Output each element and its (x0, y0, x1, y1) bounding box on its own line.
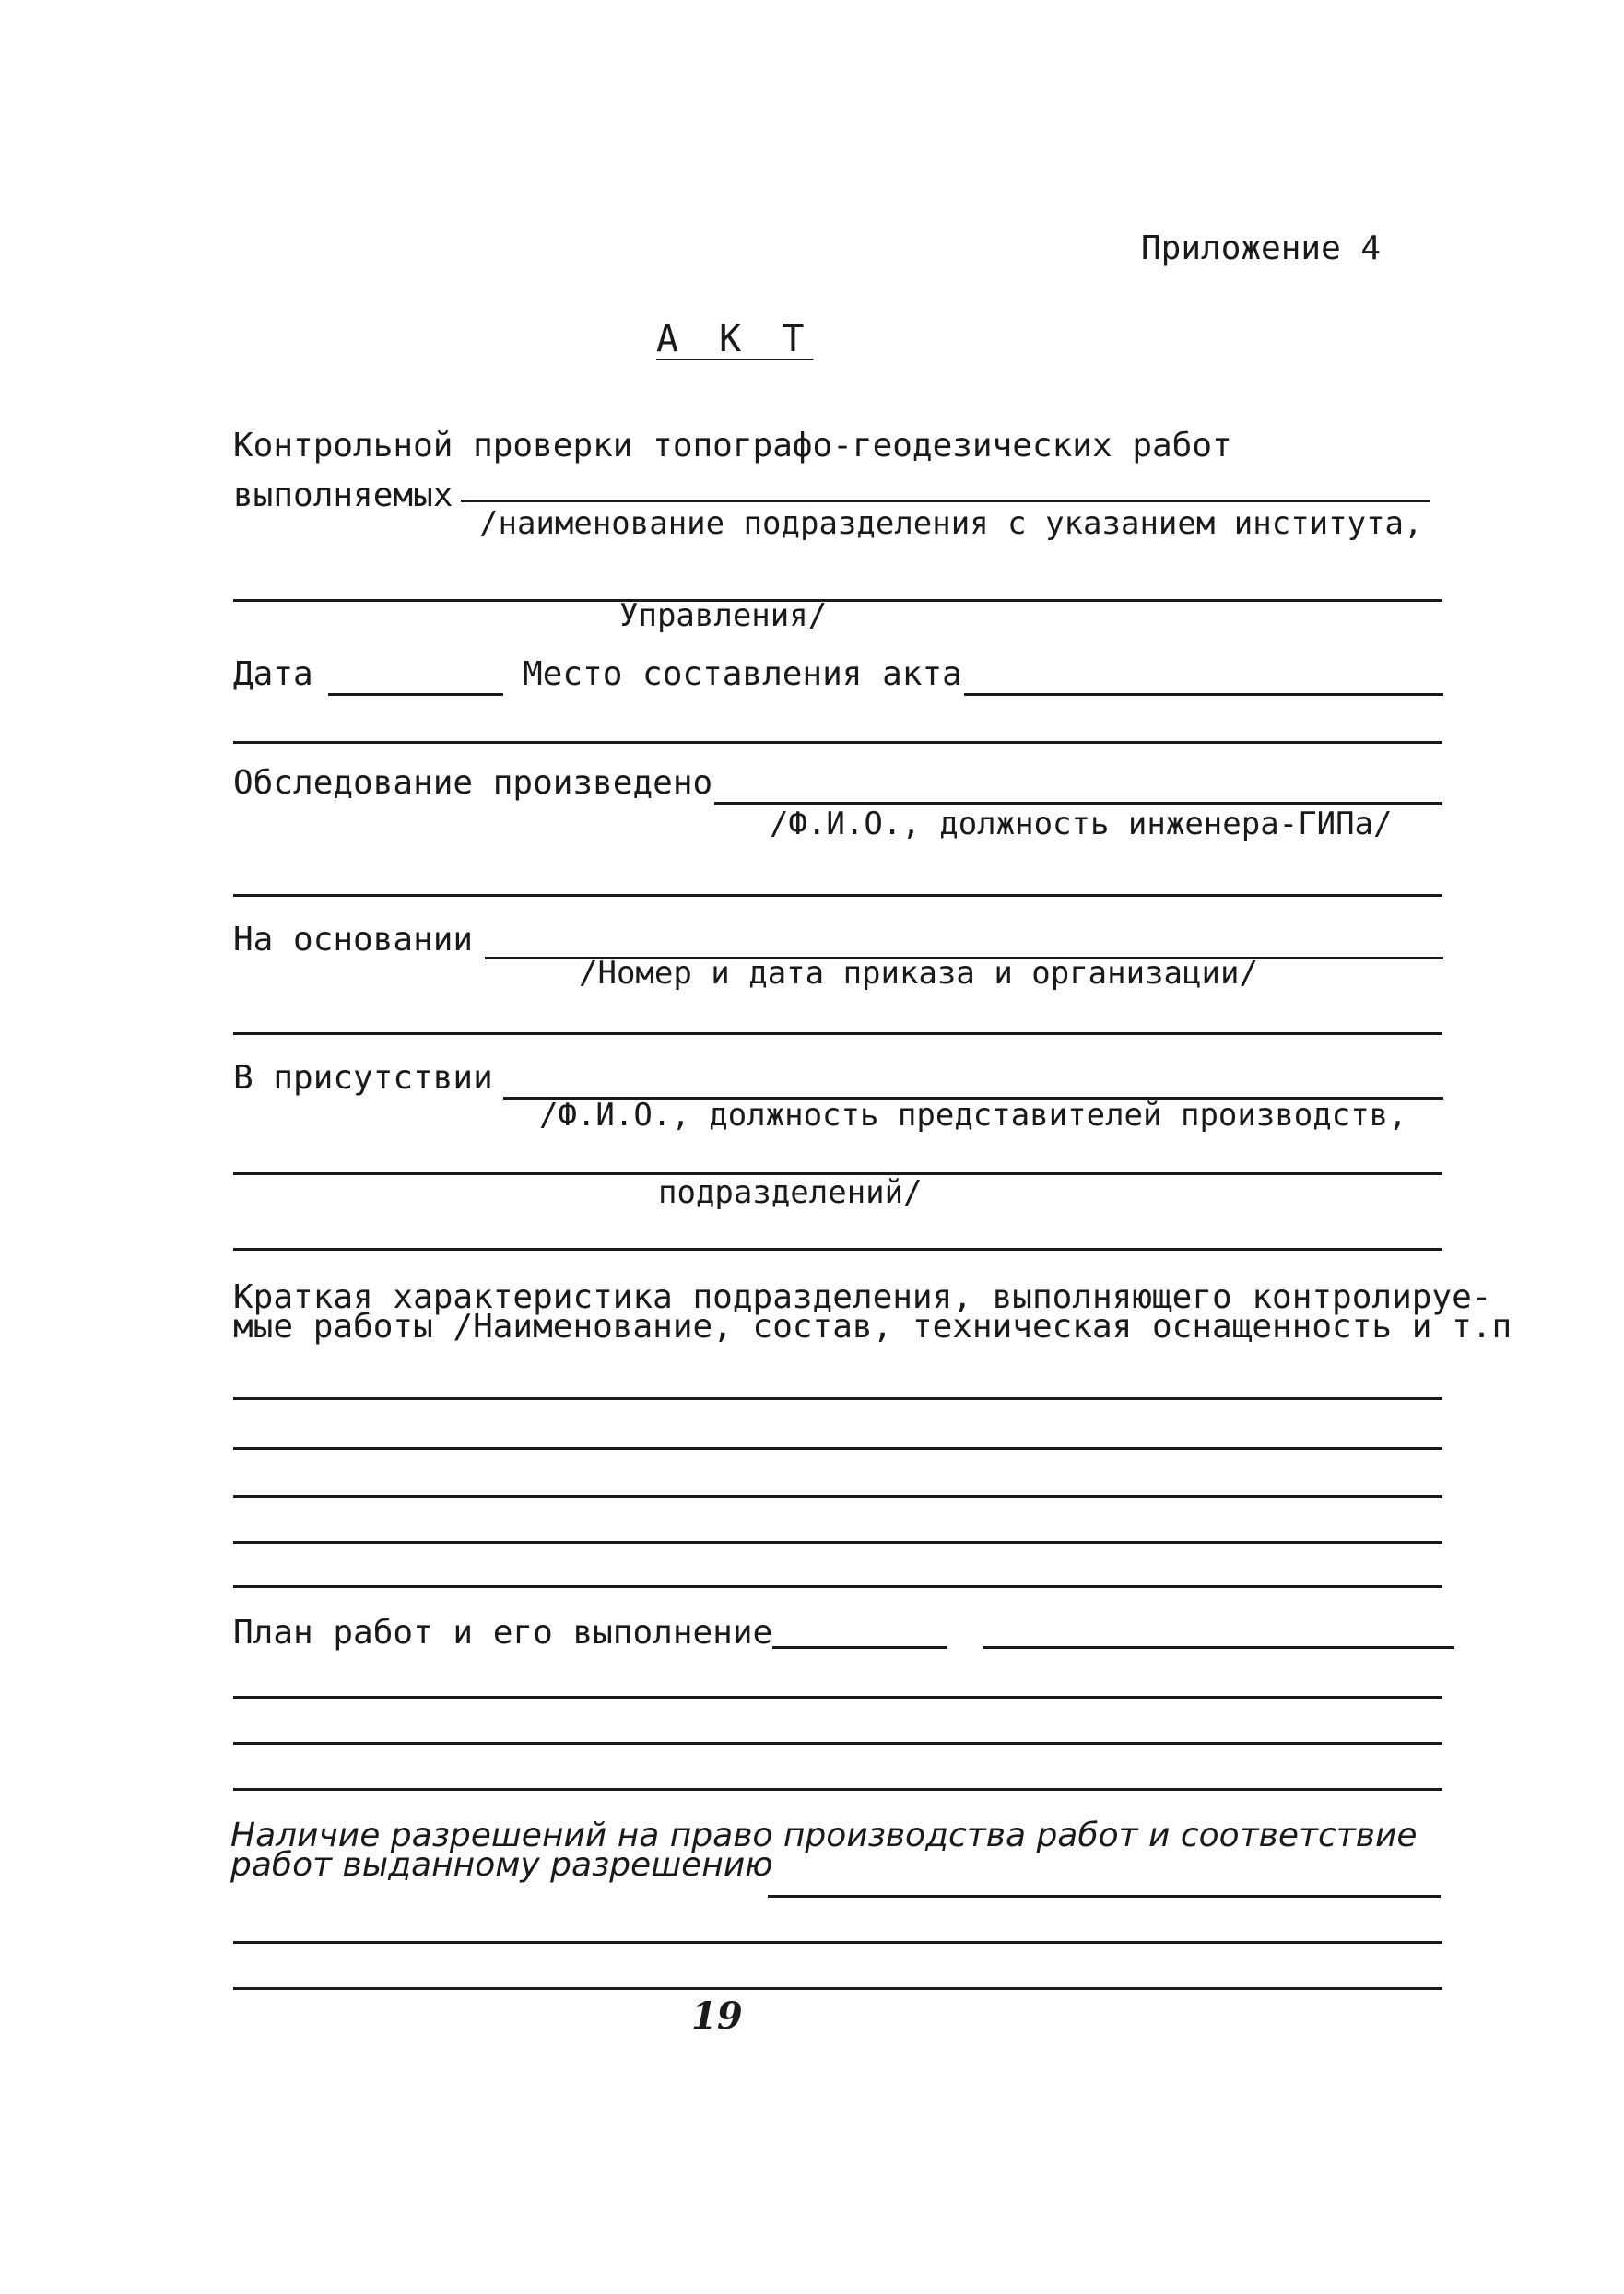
permits-line-2: работ выданному разрешению (230, 1846, 773, 1884)
place-field-2[interactable] (233, 741, 1442, 744)
presence-caption-1: /Ф.И.О., должность представителей производств, (539, 1097, 1407, 1134)
place-field[interactable] (964, 693, 1443, 696)
performed-by-label: выполняемых (233, 476, 453, 514)
brief-field-5[interactable] (233, 1585, 1442, 1588)
inspection-caption: /Ф.И.О., должность инженера-ГИПа/ (770, 806, 1393, 842)
inspection-label: Обследование произведено (233, 764, 713, 802)
presence-caption-2: подразделений/ (658, 1174, 923, 1211)
basis-label: На основании (233, 921, 474, 959)
inspection-field[interactable] (714, 802, 1442, 805)
basis-field-2[interactable] (233, 1032, 1442, 1035)
basis-caption: /Номер и дата приказа и организации/ (579, 955, 1258, 992)
header-line-1: Контрольной проверки топографо-геодезических работ (233, 427, 1232, 465)
plan-field[interactable] (772, 1646, 947, 1649)
permits-field-2[interactable] (233, 1941, 1442, 1944)
presence-field-3[interactable] (233, 1248, 1442, 1251)
brief-line-2: мые работы /Наименование, состав, техническая оснащенность и т.п (233, 1308, 1512, 1346)
appendix-label: Приложение 4 (1141, 229, 1382, 267)
presence-label: В присутствии (233, 1059, 493, 1097)
brief-field-3[interactable] (233, 1495, 1442, 1498)
date-label: Дата (233, 655, 313, 693)
plan-field-2[interactable] (233, 1696, 1442, 1699)
performed-by-caption-2: Управления/ (619, 597, 828, 634)
performed-by-caption-1: /наименование подразделения с указанием института, (479, 505, 1423, 542)
performed-by-field-2[interactable] (233, 599, 1442, 602)
date-field[interactable] (328, 693, 503, 696)
page-number: 19 (691, 1994, 743, 2038)
plan-label: План работ и его выполнение (233, 1614, 773, 1652)
brief-field-4[interactable] (233, 1541, 1442, 1544)
document-title: А К Т (656, 318, 814, 360)
plan-field-3[interactable] (233, 1742, 1442, 1745)
plan-field-b[interactable] (983, 1646, 1454, 1649)
place-label: Место составления акта (523, 655, 962, 693)
permits-field-3[interactable] (233, 1987, 1442, 1990)
performed-by-field[interactable] (461, 500, 1430, 502)
plan-field-4[interactable] (233, 1788, 1442, 1791)
brief-field-1[interactable] (233, 1397, 1442, 1400)
brief-field-2[interactable] (233, 1447, 1442, 1450)
inspection-field-2[interactable] (233, 894, 1442, 897)
permits-field[interactable] (768, 1895, 1441, 1898)
brief-line-1: Краткая характеристика подразделения, выполняющего контролируе- (233, 1278, 1492, 1316)
permits-line-1: Наличие разрешений на право производства работ и соответствие (230, 1817, 1418, 1854)
